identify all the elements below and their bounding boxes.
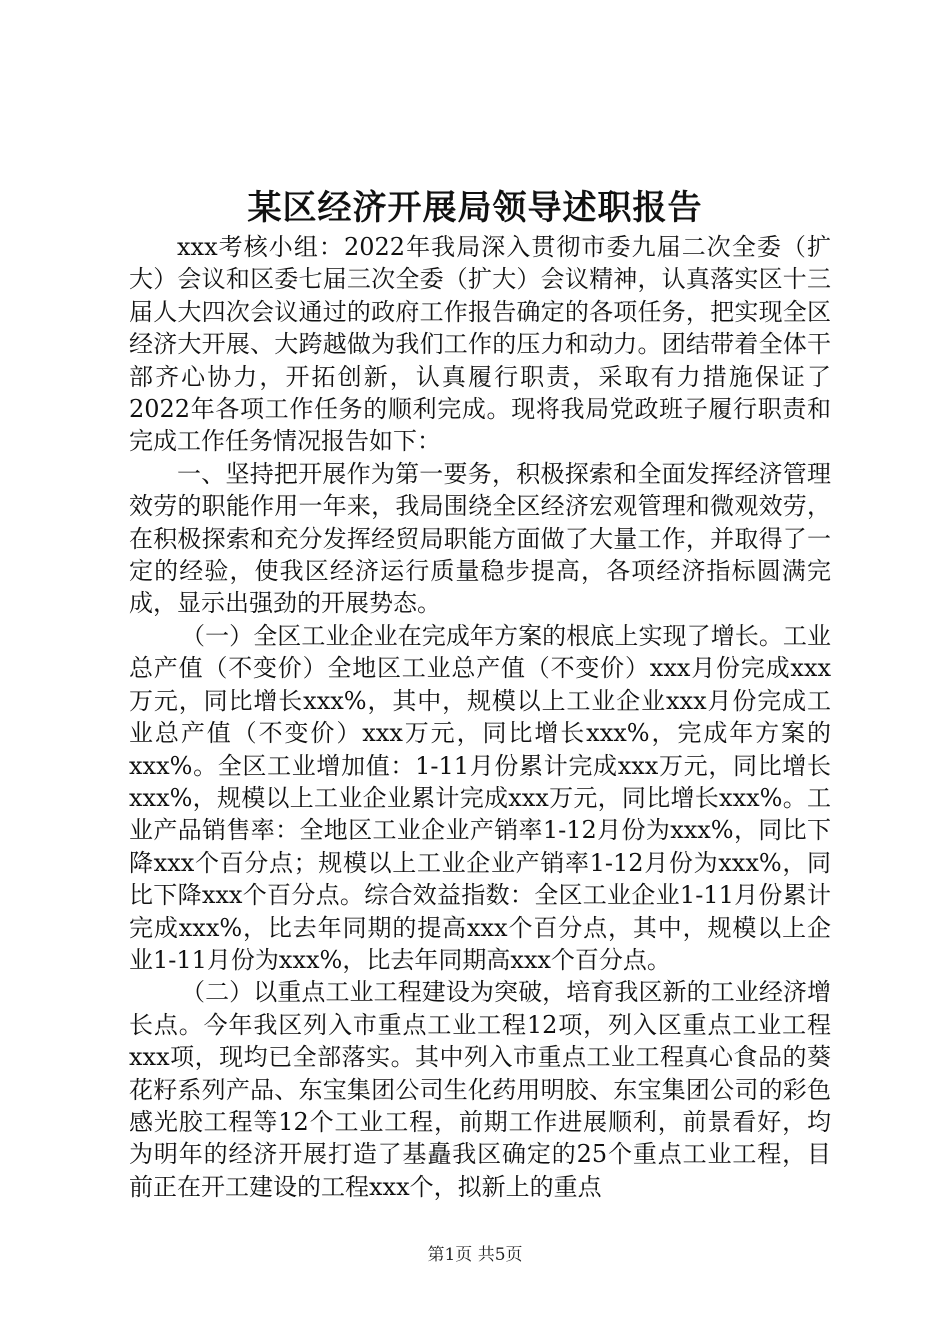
paragraph-subsection-1: （一）全区工业企业在完成年方案的根底上实现了增长。工业总产值（不变价）全地区工业总产值（不变价）xxx月份完成xxx万元，同比增长xxx%，其中，规模以上工业企业xxx月份完成工业总产值（不变价）xxx万元，同比增长xxx%，完成年方案的xxx%。全区工业增加值：1-11月份累计完成xxx万元，同比增长xxx%，规模以上工业企业累计完成xxx万元，同比增长xxx%。工业产品销售率：全地区工业企业产销率1-12月份为xxx%，同比下降xxx个百分点；规模以上工业企业产销率1-12月份为xxx%，同比下降xxx个百分点。综合效益指数：全区工业企业1-11月份累计完成xxx%，比去年同期的提高xxx个百分点，其中，规模以上企业1-11月份为xxx%，比去年同期高xxx个百分点。 bbox=[129, 621, 831, 974]
document-title: 某区经济开展局领导述职报告 bbox=[247, 188, 703, 228]
page-footer: 第1页 共5页 bbox=[427, 1245, 523, 1265]
paragraph-subsection-2: （二）以重点工业工程建设为突破，培育我区新的工业经济增长点。今年我区列入市重点工业工程12项，列入区重点工业工程xxx项，现均已全部落实。其中列入市重点工业工程真心食品的葵花籽系列产品、东宝集团公司生化药用明胶、东宝集团公司的彩色感光胶工程等12个工业工程，前期工作进展顺利，前景看好，均为明年的经济开展打造了基矗我区确定的25个重点工业工程，目前正在开工建设的工程xxx个，拟新上的重点 bbox=[129, 978, 831, 1201]
paragraph-intro: xxx考核小组：2022年我局深入贯彻市委九届二次全委（扩大）会议和区委七届三次全委（扩大）会议精神，认真落实区十三届人大四次会议通过的政府工作报告确定的各项任务，把实现全区经济大开展、大跨越做为我们工作的压力和动力。团结带着全体干部齐心协力，开拓创新，认真履行职责，采取有力措施保证了2022年各项工作任务的顺利完成。现将我局党政班子履行职责和完成工作任务情况报告如下： bbox=[129, 233, 831, 456]
paragraph-section-1: 一、坚持把开展作为第一要务，积极探索和全面发挥经济管理效劳的职能作用一年来，我局围绕全区经济宏观管理和微观效劳，在积极探索和充分发挥经贸局职能方面做了大量工作，并取得了一定的经验，使我区经济运行质量稳步提高，各项经济指标圆满完成，显示出强劲的开展势态。 bbox=[129, 459, 831, 618]
document-body bbox=[129, 231, 831, 1203]
